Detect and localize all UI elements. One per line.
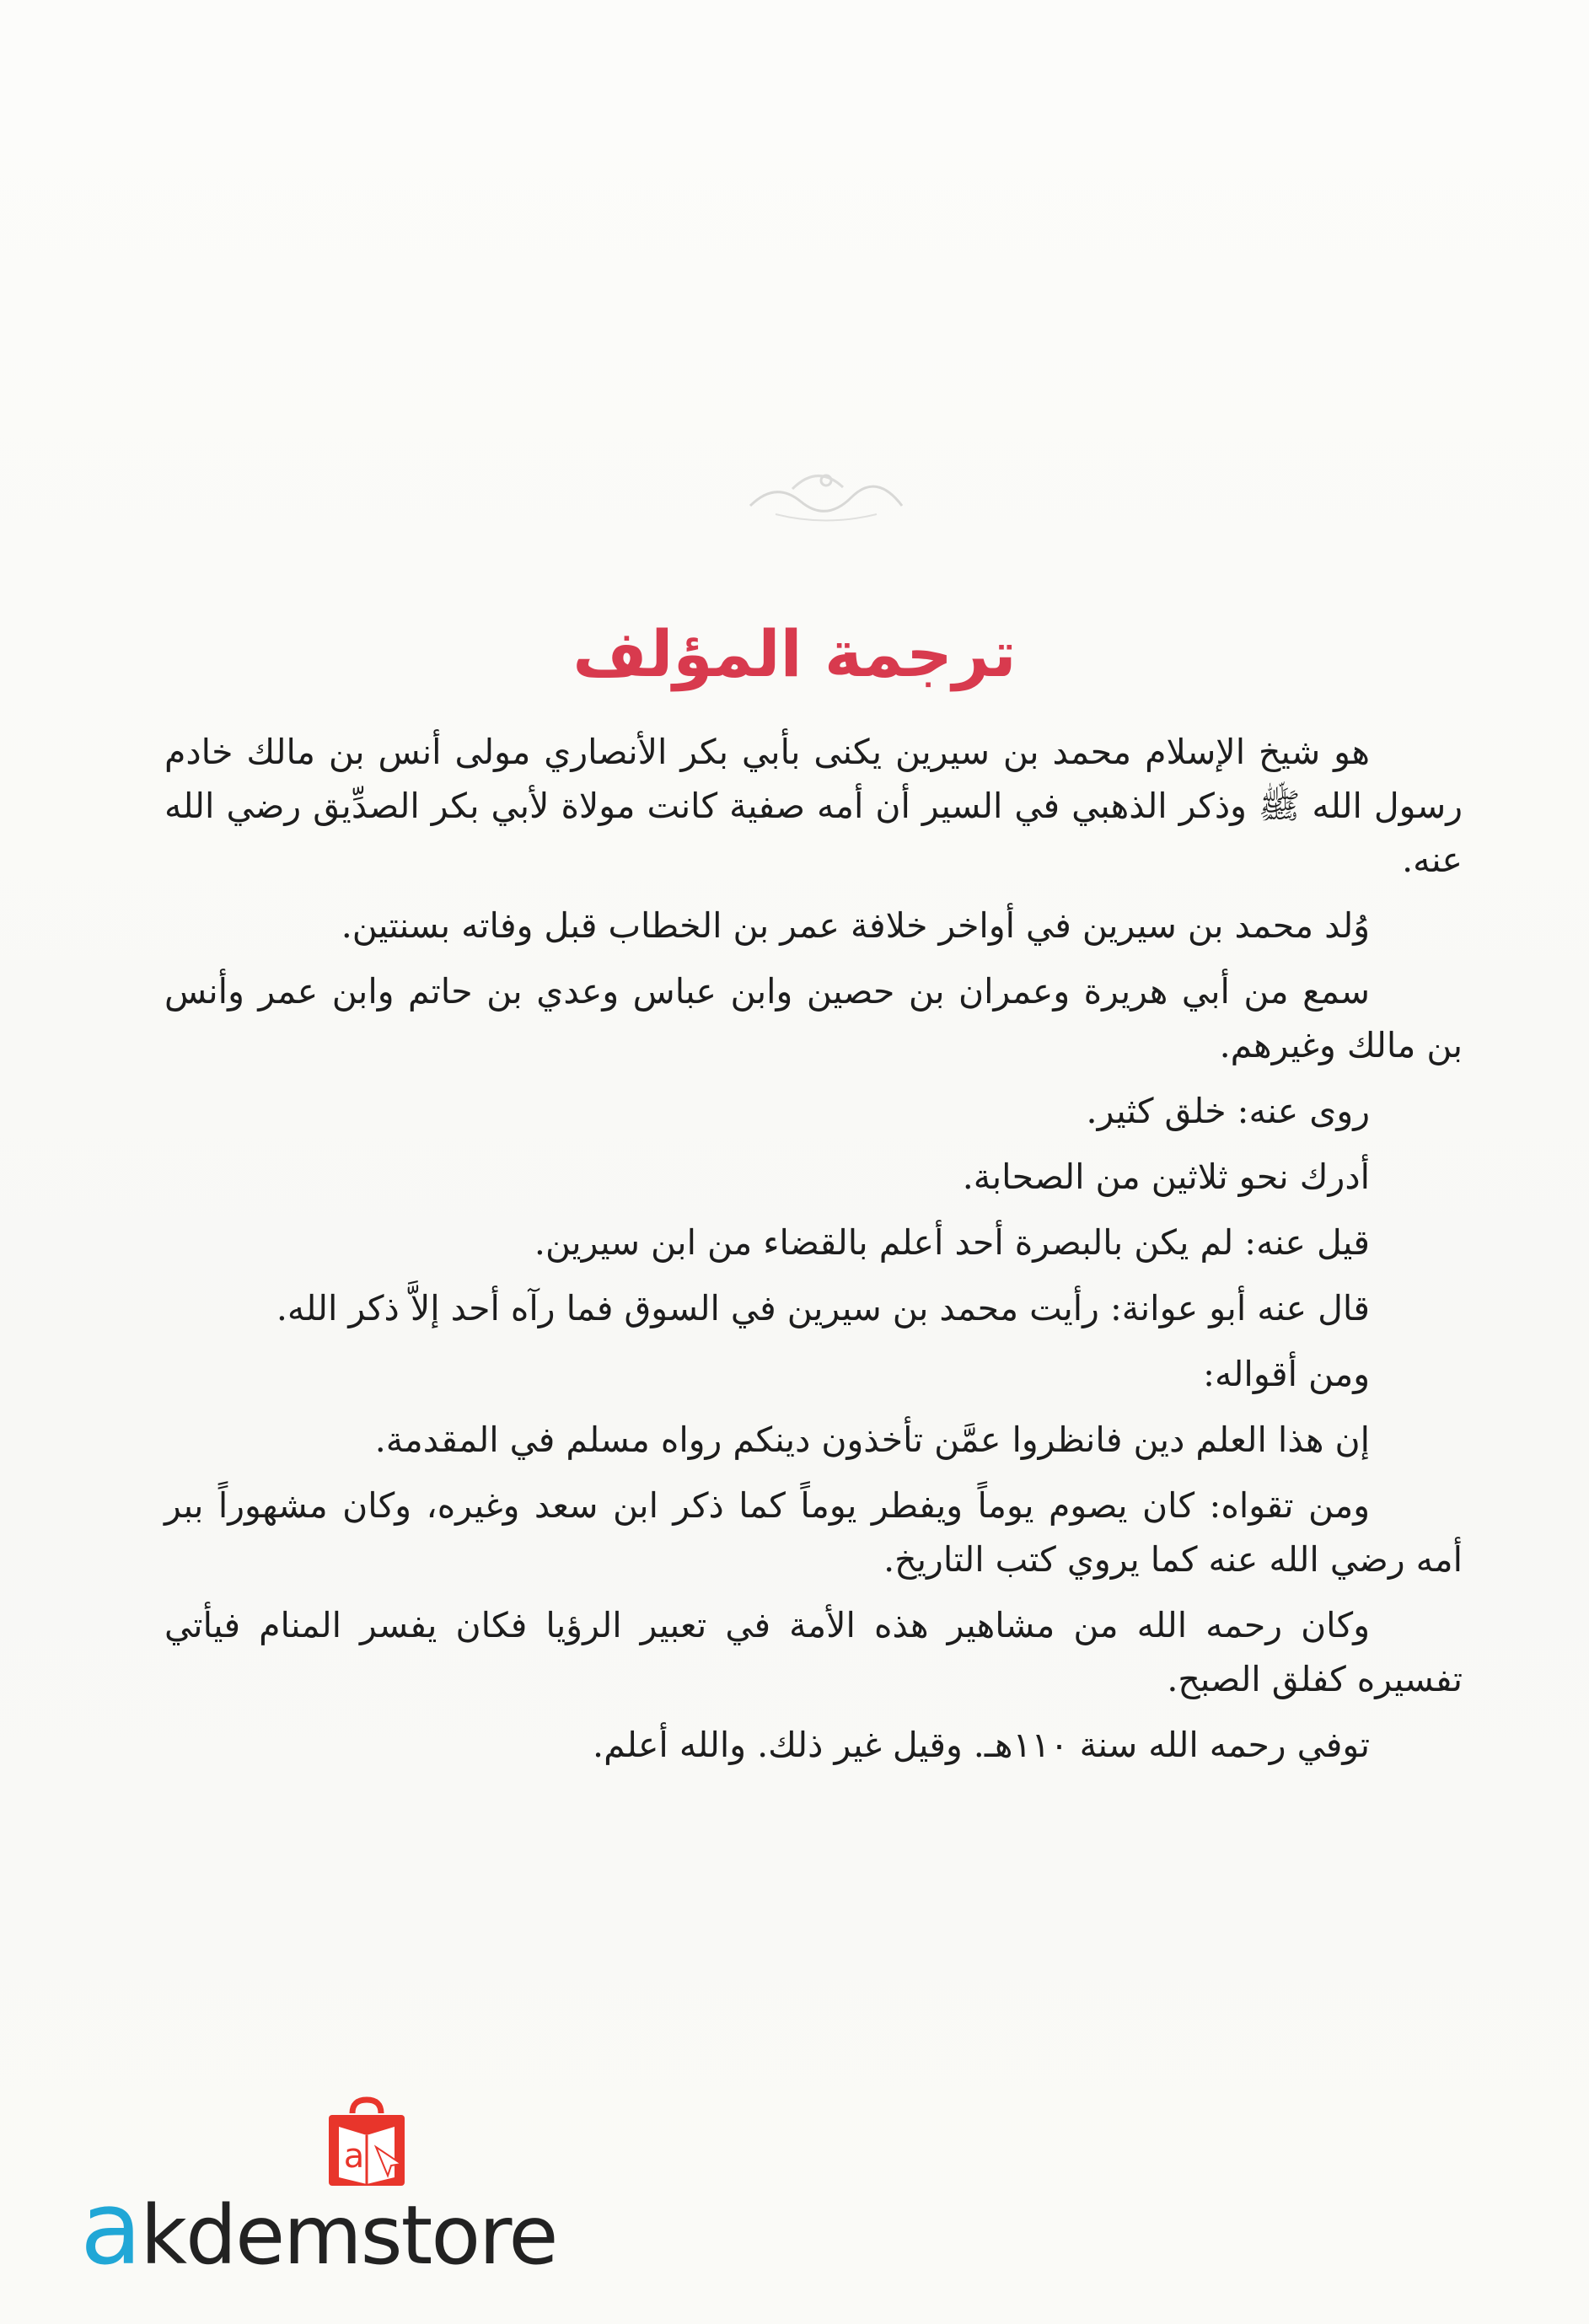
paragraph: وُلد محمد بن سيرين في أواخر خلافة عمر بن الخطاب قبل وفاته بسنتين.	[341, 905, 1370, 946]
paragraph: روى عنه: خلق كثير.	[1086, 1091, 1370, 1131]
paragraph: قيل عنه: لم يكن بالبصرة أحد أعلم بالقضاء من ابن سيرين.	[534, 1222, 1370, 1263]
logo-accent-letter: a	[80, 2171, 141, 2288]
paragraph: أدرك نحو ثلاثين من الصحابة.	[962, 1157, 1370, 1197]
paragraph: هو شيخ الإسلام محمد بن سيرين يكنى بأبي بكر الأنصاري مولى أنس بن مالك خادم رسول الله ﷺ وذكر الذهبي في السير أن أمه صفية كانت مولاة لأبي بكر الصدِّيق رضي الله عنه.	[164, 732, 1463, 880]
biography-text	[164, 725, 1463, 1784]
store-logo	[80, 2095, 557, 2288]
paragraph: ومن تقواه: كان يصوم يوماً ويفطر يوماً كما ذكر ابن سعد وغيره، وكان مشهوراً ببر أمه رضي الله عنه كما يروي كتب التاريخ.	[164, 1485, 1463, 1580]
store-logo-text	[80, 2171, 557, 2288]
paragraph: سمع من أبي هريرة وعمران بن حصين وابن عباس وعدي بن حاتم وابن عمر وأنس بن مالك وغيرهم.	[164, 971, 1463, 1065]
paragraph: توفي رحمه الله سنة ١١٠هـ. وقيل غير ذلك. والله أعلم.	[593, 1725, 1370, 1765]
logo-wordmark: kdemstore	[140, 2188, 557, 2283]
paragraph: وكان رحمه الله من مشاهير هذه الأمة في تعبير الرؤيا فكان يفسر المنام فيأتي تفسيره كفلق الصبح.	[164, 1605, 1463, 1699]
paragraph: قال عنه أبو عوانة: رأيت محمد بن سيرين في السوق فما رآه أحد إلاَّ ذكر الله.	[276, 1288, 1370, 1328]
ornament-icon	[742, 455, 910, 531]
paragraph: ومن أقواله:	[1203, 1354, 1370, 1394]
paragraph: إن هذا العلم دين فانظروا عمَّن تأخذون دينكم رواه مسلم في المقدمة.	[374, 1420, 1370, 1460]
shopping-bag-book-icon	[320, 2095, 413, 2192]
page-title: ترجمة المؤلف	[572, 616, 1017, 691]
svg-text:a: a	[343, 2137, 365, 2176]
